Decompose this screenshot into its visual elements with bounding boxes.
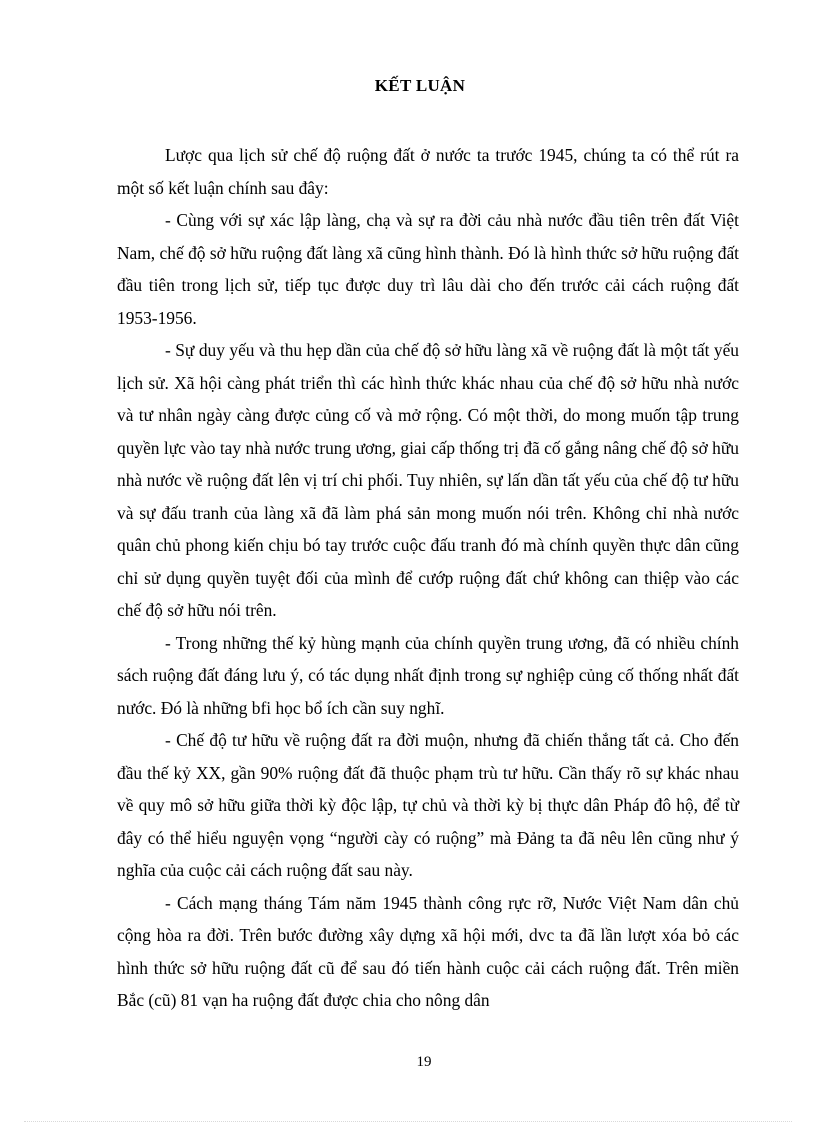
paragraph-private-ownership: - Chế độ tư hữu về ruộng đất ra đời muộn, nhưng đã chiến thắng tất cả. Cho đến đầu thế kỷ XX, gần 90% ruộng đất đã thuộc phạm trù tư hữu. Cần thấy rõ sự khác nhau về quy mô sở hữu giữa thời kỳ độc lập, tự chủ và thời kỳ bị thực dân Pháp đô hộ, để từ đây có thể hiểu nguyện vọng “người cày có ruộng” mà Đảng ta đã nêu lên cũng như ý nghĩa của cuộc cải cách ruộng đất sau này. <box>117 730 739 880</box>
page-number: 19 <box>416 1054 432 1070</box>
paragraph-intro: Lược qua lịch sử chế độ ruộng đất ở nước ta trước 1945, chúng ta có thể rút ra một số kết luận chính sau đây: <box>117 145 739 198</box>
document-body <box>117 139 739 1017</box>
paragraph-august-revolution: - Cách mạng tháng Tám năm 1945 thành công rực rỡ, Nước Việt Nam dân chủ cộng hòa ra đời. Trên bước đường xây dựng xã hội mới, dvc ta đã lần lượt xóa bỏ các hình thức sở hữu ruộng đất cũ để sau đó tiến hành cuộc cải cách ruộng đất. Trên miền Bắc (cũ) 81 vạn ha ruộng đất được chia cho nông dân <box>117 892 739 1010</box>
paragraph-village-ownership: - Cùng với sự xác lập làng, chạ và sự ra đời cảu nhà nước đầu tiên trên đất Việt Nam, chế độ sở hữu ruộng đất làng xã cũng hình thành. Đó là hình thức sở hữu ruộng đất đầu tiên trong lịch sử, tiếp tục được duy trì lâu dài cho đến trước cải cách ruộng đất 1953-1956. <box>117 210 739 328</box>
page-bottom-divider <box>24 1121 792 1122</box>
paragraph-land-policies: - Trong những thế kỷ hùng mạnh của chính quyền trung ương, đã có nhiều chính sách ruộng đất đáng lưu ý, có tác dụng nhất định trong sự nghiệp củng cố thống nhất đất nước. Đó là những bfi học bổ ích cần suy nghĩ. <box>117 632 739 718</box>
document-title: KẾT LUẬN <box>374 76 466 95</box>
paragraph-decline-communal: - Sự duy yếu và thu hẹp dần của chế độ sở hữu làng xã về ruộng đất là một tất yếu lịch sử. Xã hội càng phát triển thì các hình thức khác nhau của chế độ sở hữu nhà nước và tư nhân ngày càng được củng cố và mở rộng. Có một thời, do mong muốn tập trung quyền lực vào tay nhà nước trung ương, giai cấp thống trị đã cố gắng nâng chế độ sở hữu nhà nước về ruộng đất lên vị trí chi phối. Tuy nhiên, sự lấn dần tất yếu của chế độ tư hữu và sự đấu tranh của làng xã đã làm phá sản mong muốn nói trên. Không chỉ nhà nước quân chủ phong kiến chịu bó tay trước cuộc đấu tranh đó mà chính quyền thực dân cũng chỉ sử dụng quyền tuyệt đối của mình để cướp ruộng đất chứ không can thiệp vào các chế độ sở hữu nói trên. <box>117 340 739 620</box>
